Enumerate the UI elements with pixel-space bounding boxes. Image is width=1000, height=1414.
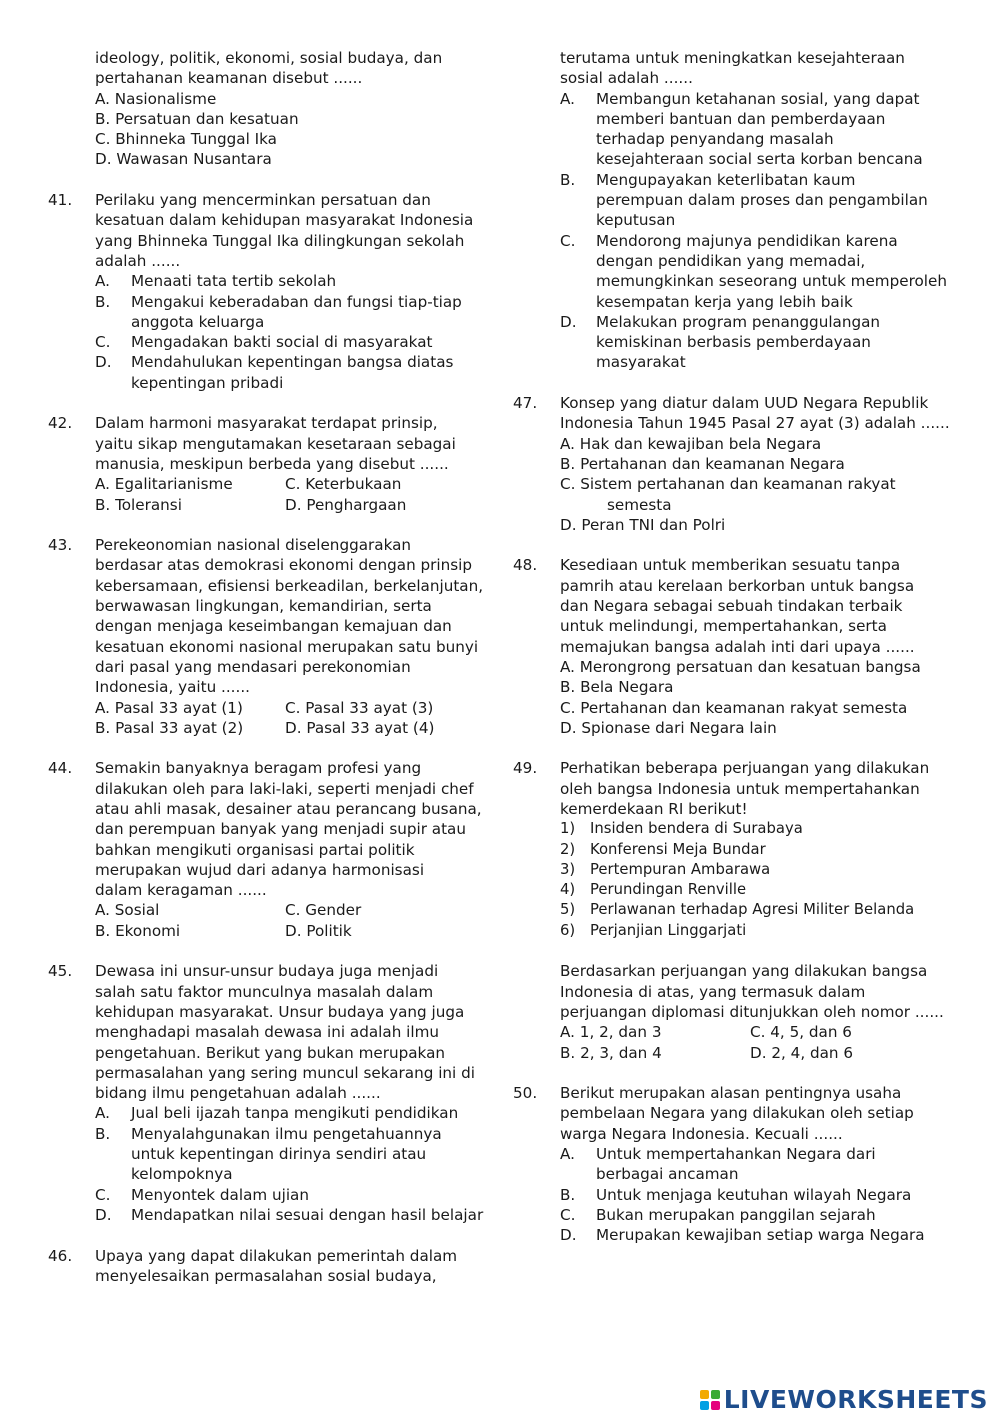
- question-text-line: dilakukan oleh para laki-laki, seperti menjadi chef: [95, 779, 474, 798]
- question-number: 48.: [513, 556, 538, 575]
- list-number: 5): [560, 901, 576, 919]
- list-text: Pertempuran Ambarawa: [590, 860, 771, 878]
- question-text-line: yang Bhinneka Tunggal Ika dilingkungan sekolah: [95, 231, 465, 250]
- question-43: [48, 535, 498, 738]
- option-text: untuk kepentingan dirinya sendiri atau: [131, 1145, 427, 1164]
- option-a: [560, 1144, 958, 1185]
- option-a: A. Merongrong persatuan dan kesatuan bangsa: [560, 657, 921, 676]
- option-text: anggota keluarga: [131, 312, 265, 331]
- option-text: masyarakat: [596, 353, 686, 372]
- option-text: memberi bantuan dan pemberdayaan: [596, 109, 886, 128]
- question-number: 47.: [513, 394, 538, 413]
- option-a: A. 1, 2, dan 3: [560, 1023, 662, 1042]
- question-50: [513, 1083, 958, 1245]
- icon-square: [700, 1390, 709, 1399]
- option-b: [95, 1124, 498, 1185]
- list-text: Insiden bendera di Surabaya: [590, 820, 803, 838]
- option-b: [95, 292, 498, 333]
- option-c-continued: semesta: [607, 495, 672, 514]
- question-text-line: Berdasarkan perjuangan yang dilakukan bangsa: [560, 962, 928, 981]
- question-text-line: dengan menjaga keseimbangan kemajuan dan: [95, 617, 452, 636]
- question-text-line: dari pasal yang mendasari perekonomian: [95, 657, 411, 676]
- option-c: C. Sistem pertahanan dan keamanan rakyat: [560, 475, 896, 494]
- icon-square: [711, 1390, 720, 1399]
- question-text-line: Indonesia Tahun 1945 Pasal 27 ayat (3) adalah ......: [560, 414, 950, 433]
- question-text-line: Indonesia, yaitu ......: [95, 678, 250, 697]
- question-text-line: ideology, politik, ekonomi, sosial budaya, dan: [95, 49, 443, 67]
- question-text-line: adalah ......: [95, 251, 181, 270]
- option-text: berbagai ancaman: [596, 1165, 739, 1184]
- option-text: Mengakui keberadaban dan fungsi tiap-tiap: [131, 292, 462, 311]
- list-item: [560, 840, 958, 860]
- question-text-line: memajukan bangsa adalah inti dari upaya ......: [560, 637, 915, 656]
- option-text: Mengupayakan keterlibatan kaum: [596, 170, 856, 189]
- option-letter: B.: [560, 170, 576, 189]
- question-text-line: menghadapi masalah dewasa ini adalah ilmu: [95, 1023, 440, 1042]
- question-text-line: Semakin banyaknya beragam profesi yang: [95, 759, 422, 778]
- option-a: A. Egalitarianisme: [95, 475, 233, 494]
- option-letter: C.: [95, 333, 111, 352]
- question-text-line: bidang ilmu pengetahuan adalah ......: [95, 1084, 381, 1103]
- question-text-line: Indonesia di atas, yang termasuk dalam: [560, 982, 866, 1001]
- option-text: Untuk menjaga keutuhan wilayah Negara: [596, 1185, 912, 1204]
- question-number: 49.: [513, 759, 538, 778]
- question-text-line: atau ahli masak, desainer atau perancang busana,: [95, 799, 482, 818]
- option-d: [560, 1225, 958, 1245]
- option-text: Mendapatkan nilai sesuai dengan hasil belajar: [131, 1205, 484, 1224]
- question-49: [513, 758, 958, 1062]
- option-letter: A.: [95, 1104, 110, 1123]
- question-text-line: pengetahuan. Berikut yang bukan merupakan: [95, 1043, 446, 1062]
- option-a: A. Sosial: [95, 901, 160, 920]
- left-column: [48, 48, 498, 1286]
- question-text-line: menyelesaikan permasalahan sosial budaya,: [95, 1266, 437, 1285]
- option-d: D. Politik: [285, 921, 352, 940]
- question-text-line: dan Negara sebagai sebuah tindakan terbaik: [560, 597, 903, 616]
- option-text: Mendahulukan kepentingan bangsa diatas: [131, 353, 454, 372]
- options-grid: [95, 900, 498, 941]
- list-item: [560, 900, 958, 920]
- option-letter: D.: [95, 1205, 112, 1224]
- question-48: [513, 555, 958, 738]
- list-number: 6): [560, 921, 576, 939]
- option-d: D. Peran TNI dan Polri: [560, 515, 726, 534]
- question-text-line: yaitu sikap mengutamakan kesetaraan sebagai: [95, 434, 456, 453]
- options-grid: [95, 698, 498, 739]
- option-d: [560, 312, 958, 373]
- option-b: B. Bela Negara: [560, 678, 674, 697]
- option-b: B. Toleransi: [95, 495, 182, 514]
- list-item: [560, 819, 958, 839]
- question-text-line: Konsep yang diatur dalam UUD Negara Republik: [560, 394, 929, 413]
- option-d: D. 2, 4, dan 6: [750, 1043, 854, 1062]
- option-text: kesejahteraan social serta korban bencana: [596, 150, 923, 169]
- question-text-line: Dalam harmoni masyarakat terdapat prinsip,: [95, 414, 438, 433]
- option-b: B. Pertahanan dan keamanan Negara: [560, 454, 845, 473]
- question-text-line: berwawasan lingkungan, kemandirian, serta: [95, 597, 432, 616]
- question-44: [48, 758, 498, 941]
- question-47: [513, 393, 958, 535]
- option-letter: A.: [560, 89, 575, 108]
- option-d: D. Penghargaan: [285, 495, 407, 514]
- option-c: [560, 231, 958, 312]
- option-text: Bukan merupakan panggilan sejarah: [596, 1205, 876, 1224]
- option-text: dengan pendidikan yang memadai,: [596, 251, 866, 270]
- question-46-options: [513, 89, 958, 373]
- question-46: [48, 1246, 498, 1287]
- option-text: keputusan: [596, 211, 676, 230]
- option-text: Mendorong majunya pendidikan karena: [596, 231, 898, 250]
- option-letter: B.: [95, 1124, 111, 1143]
- question-40-continuation: [48, 48, 498, 170]
- question-text-line: kemerdekaan RI berikut!: [560, 799, 748, 818]
- question-text-line: berdasar atas demokrasi ekonomi dengan prinsip: [95, 556, 473, 575]
- question-text-line: manusia, meskipun berbeda yang disebut ......: [95, 454, 449, 473]
- option-text: kelompoknya: [131, 1165, 233, 1184]
- option-text: Menaati tata tertib sekolah: [131, 272, 337, 291]
- question-text-line: pamrih atau kerelaan berkorban untuk bangsa: [560, 576, 915, 595]
- question-number: 46.: [48, 1246, 73, 1265]
- option-text: Mengadakan bakti social di masyarakat: [131, 333, 433, 352]
- list-item: [560, 921, 958, 941]
- option-b: B. Persatuan dan kesatuan: [95, 109, 299, 128]
- option-text: Menyontek dalam ujian: [131, 1185, 309, 1204]
- question-text-line: perjuangan diplomasi ditunjukkan oleh nomor ......: [560, 1002, 944, 1021]
- question-number: 42.: [48, 414, 73, 433]
- option-text: terhadap penyandang masalah: [596, 130, 834, 149]
- option-letter: C.: [560, 231, 576, 250]
- question-text-line: warga Negara Indonesia. Kecuali ......: [560, 1124, 843, 1143]
- option-a: A. Nasionalisme: [95, 89, 217, 108]
- question-number: 50.: [513, 1084, 538, 1103]
- liveworksheets-logo[interactable]: [700, 1384, 988, 1414]
- question-text-line: pembelaan Negara yang dilakukan oleh setiap: [560, 1104, 914, 1123]
- option-text: kesempatan kerja yang lebih baik: [596, 292, 853, 311]
- option-d: D. Wawasan Nusantara: [95, 150, 272, 169]
- question-number: 41.: [48, 191, 73, 210]
- question-text-line: Upaya yang dapat dilakukan pemerintah dalam: [95, 1246, 458, 1265]
- option-d: D. Pasal 33 ayat (4): [285, 718, 435, 737]
- option-a: [560, 89, 958, 170]
- option-text: Jual beli ijazah tanpa mengikuti pendidikan: [131, 1104, 459, 1123]
- option-b: B. Pasal 33 ayat (2): [95, 718, 244, 737]
- option-c: [95, 332, 498, 352]
- question-text-line: Berikut merupakan alasan pentingnya usaha: [560, 1084, 902, 1103]
- option-text: kemiskinan berbasis pemberdayaan: [596, 333, 871, 352]
- option-d: [95, 1205, 498, 1225]
- option-d: D. Spionase dari Negara lain: [560, 718, 777, 737]
- question-text-line: kebersamaan, efisiensi berkeadilan, berkelanjutan,: [95, 576, 484, 595]
- option-c: C. 4, 5, dan 6: [750, 1023, 852, 1042]
- list-item: [560, 860, 958, 880]
- icon-square: [700, 1401, 709, 1410]
- option-b: [560, 170, 958, 231]
- question-46-continuation: [513, 48, 958, 89]
- right-column: [513, 48, 958, 1246]
- question-number: 44.: [48, 759, 73, 778]
- option-text: Membangun ketahanan sosial, yang dapat: [596, 89, 920, 108]
- question-text-line: Perhatikan beberapa perjuangan yang dilakukan: [560, 759, 930, 778]
- option-c: C. Keterbukaan: [285, 475, 402, 494]
- option-letter: B.: [560, 1185, 576, 1204]
- question-text-line: kesatuan ekonomi nasional merupakan satu bunyi: [95, 637, 479, 656]
- question-text-line: oleh bangsa Indonesia untuk mempertahankan: [560, 779, 920, 798]
- option-c: C. Gender: [285, 901, 362, 920]
- question-text-line: dalam keragaman ......: [95, 881, 267, 900]
- list-item: [560, 880, 958, 900]
- option-b: [560, 1185, 958, 1205]
- option-letter: D.: [95, 353, 112, 372]
- option-c: [560, 1205, 958, 1225]
- option-a: [95, 271, 498, 291]
- list-text: Perjanjian Linggarjati: [590, 921, 747, 939]
- list-number: 3): [560, 860, 576, 878]
- question-text-line: kehidupan masyarakat. Unsur budaya yang juga: [95, 1002, 465, 1021]
- options-grid: [560, 1022, 958, 1063]
- question-text-line: salah satu faktor munculnya masalah dalam: [95, 982, 434, 1001]
- question-41: [48, 190, 498, 393]
- option-letter: C.: [95, 1185, 111, 1204]
- option-letter: B.: [95, 292, 111, 311]
- list-text: Konferensi Meja Bundar: [590, 840, 766, 858]
- option-text: perempuan dalam proses dan pengambilan: [596, 191, 928, 210]
- option-c: C. Pertahanan dan keamanan rakyat semesta: [560, 698, 908, 717]
- question-text-line: sosial adalah ......: [560, 69, 693, 88]
- list-number: 2): [560, 840, 576, 858]
- list-text: Perundingan Renville: [590, 881, 747, 899]
- option-d: [95, 352, 498, 393]
- question-text-line: merupakan wujud dari adanya harmonisasi: [95, 860, 425, 879]
- question-45: [48, 961, 498, 1225]
- option-text: Merupakan kewajiban setiap warga Negara: [596, 1226, 925, 1245]
- option-text: kepentingan pribadi: [131, 373, 284, 392]
- option-a: [95, 1103, 498, 1123]
- liveworksheets-icon: [700, 1390, 720, 1410]
- question-number: 43.: [48, 536, 73, 555]
- question-text-line: Perekeonomian nasional diselenggarakan: [95, 536, 412, 555]
- question-42: [48, 413, 498, 514]
- option-letter: A.: [95, 272, 110, 291]
- question-text-line: terutama untuk meningkatkan kesejahteraan: [560, 49, 905, 67]
- question-text-line: Dewasa ini unsur-unsur budaya juga menjadi: [95, 962, 439, 981]
- options-grid: [95, 474, 498, 515]
- option-c: C. Bhinneka Tunggal Ika: [95, 130, 277, 149]
- option-text: Menyalahgunakan ilmu pengetahuannya: [131, 1124, 442, 1143]
- question-text-line: permasalahan yang sering muncul sekarang ini di: [95, 1063, 475, 1082]
- option-letter: D.: [560, 1226, 577, 1245]
- question-text-line: bahkan mengikuti organisasi partai politik: [95, 840, 415, 859]
- option-c: C. Pasal 33 ayat (3): [285, 698, 434, 717]
- list-text: Perlawanan terhadap Agresi Militer Belanda: [590, 901, 915, 919]
- option-letter: D.: [560, 312, 577, 331]
- list-number: 4): [560, 881, 576, 899]
- question-text-line: untuk melindungi, mempertahankan, serta: [560, 617, 887, 636]
- option-a: A. Hak dan kewajiban bela Negara: [560, 434, 822, 453]
- option-text: Untuk mempertahankan Negara dari: [596, 1145, 876, 1164]
- icon-square: [711, 1401, 720, 1410]
- option-c: [95, 1185, 498, 1205]
- question-text-line: kesatuan dalam kehidupan masyarakat Indonesia: [95, 211, 474, 230]
- brand-name: LIVEWORKSHEETS: [723, 1384, 988, 1414]
- question-text-line: Perilaku yang mencerminkan persatuan dan: [95, 191, 431, 210]
- option-b: B. Ekonomi: [95, 921, 181, 940]
- question-text-line: Kesediaan untuk memberikan sesuatu tanpa: [560, 556, 901, 575]
- option-letter: C.: [560, 1205, 576, 1224]
- option-text: memungkinkan seseorang untuk memperoleh: [596, 272, 947, 291]
- list-number: 1): [560, 820, 576, 838]
- option-a: A. Pasal 33 ayat (1): [95, 698, 243, 717]
- question-text-line: dan perempuan banyak yang menjadi supir atau: [95, 820, 466, 839]
- question-text-line: pertahanan keamanan disebut ......: [95, 69, 363, 88]
- option-letter: A.: [560, 1145, 575, 1164]
- option-b: B. 2, 3, dan 4: [560, 1043, 662, 1062]
- option-text: Melakukan program penanggulangan: [596, 312, 881, 331]
- question-number: 45.: [48, 962, 73, 981]
